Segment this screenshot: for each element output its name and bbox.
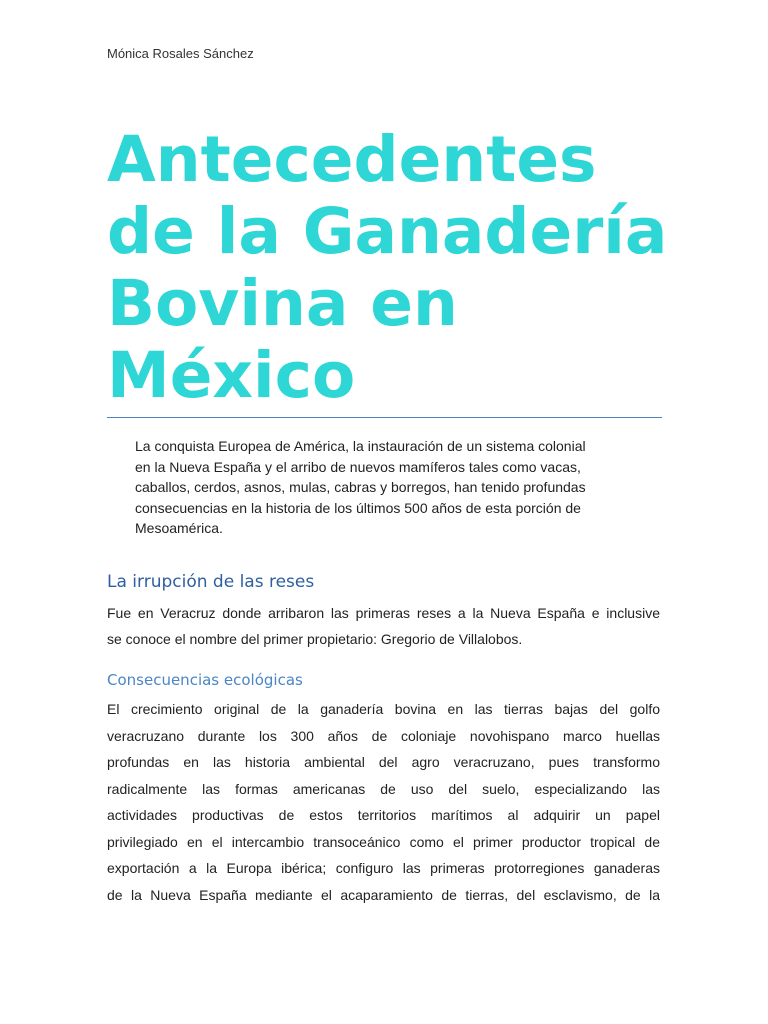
- title-line: Antecedentes: [107, 123, 597, 196]
- paragraph-line: se conoce el nombre del primer propietario: Gregorio de Villalobos.: [107, 631, 523, 648]
- abstract-line: en la Nueva España y el arribo de nuevos mamíferos tales como vacas,: [135, 458, 581, 475]
- title-line: México: [107, 339, 356, 412]
- paragraph-line: radicalmente las formas americanas de uso del suelo, especializando las: [107, 780, 660, 797]
- paragraph-consecuencias: [107, 696, 660, 908]
- section-heading-consecuencias: Consecuencias ecológicas: [107, 671, 303, 689]
- section-heading-reses: La irrupción de las reses: [107, 572, 315, 592]
- abstract-line: La conquista Europea de América, la instauración de un sistema colonial: [135, 438, 586, 454]
- paragraph-line: de la Nueva España mediante el acaparamiento de tierras, del esclavismo, de la: [107, 886, 660, 903]
- paragraph-line: veracruzano durante los 300 años de coloniaje novohispano marco huellas: [107, 727, 660, 744]
- paragraph-line: Fue en Veracruz donde arribaron las primeras reses a la Nueva España e inclusive: [107, 605, 660, 621]
- paragraph-line: profundas en las historia ambiental del agro veracruzano, pues transformo: [107, 754, 660, 770]
- paragraph-reses: [107, 600, 660, 653]
- title-divider: [107, 417, 662, 418]
- title-line: de la Ganadería: [107, 195, 668, 268]
- paragraph-line: privilegiado en el intercambio transoceánico como el primer productor tropical de: [107, 833, 660, 850]
- author-name: Mónica Rosales Sánchez: [107, 46, 254, 61]
- paragraph-line: exportación a la Europa ibérica; configuro las primeras protorregiones ganaderas: [107, 860, 660, 876]
- abstract-line: consecuencias en la historia de los últimos 500 años de esta porción de: [135, 499, 581, 516]
- abstract-line: caballos, cerdos, asnos, mulas, cabras y borregos, han tenido profundas: [135, 479, 586, 496]
- paragraph-line: actividades productivas de estos territorios marítimos al adquirir un papel: [107, 807, 660, 823]
- abstract-line: Mesoamérica.: [135, 520, 223, 537]
- document-title: [107, 124, 667, 412]
- abstract-paragraph: [135, 436, 635, 539]
- paragraph-line: El crecimiento original de la ganadería bovina en las tierras bajas del golfo: [107, 701, 660, 717]
- title-line: Bovina en: [107, 267, 458, 340]
